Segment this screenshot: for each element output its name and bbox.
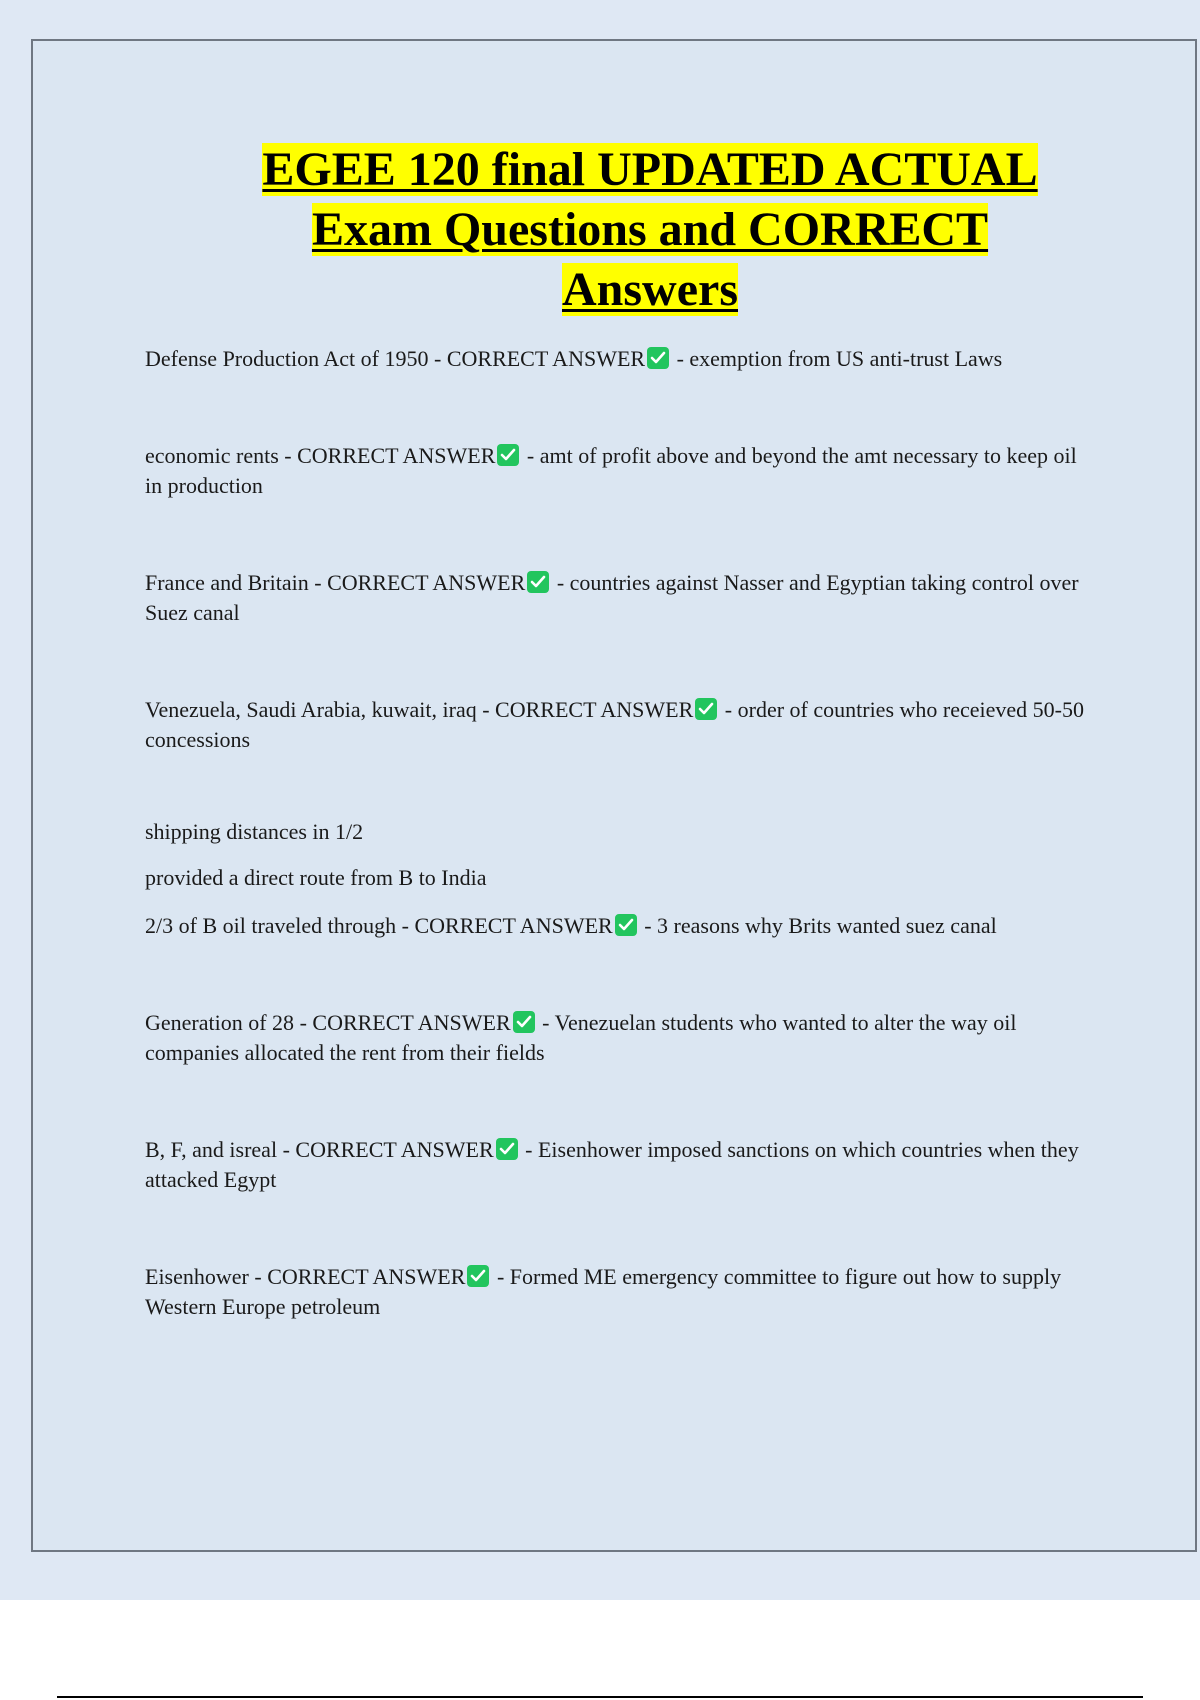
correct-answer-marker: CORRECT ANSWER bbox=[267, 1264, 466, 1289]
qa-term-line: 2/3 of B oil traveled through bbox=[145, 913, 397, 938]
qa-answer: Formed ME emergency committee to figure out how to supply Western Europe petroleum bbox=[145, 1264, 1062, 1319]
separator: - bbox=[294, 1010, 313, 1035]
check-box-icon bbox=[467, 1265, 489, 1287]
title-line-2: Exam Questions and CORRECT bbox=[311, 203, 989, 256]
correct-answer-marker: CORRECT ANSWER bbox=[446, 346, 646, 371]
qa-answer: amt of profit above and beyond the amt necessary to keep oil in production bbox=[145, 443, 1077, 498]
qa-term-line: provided a direct route from B to India bbox=[145, 865, 487, 890]
footer-rule bbox=[57, 1696, 1143, 1698]
qa-term: Defense Production Act of 1950 bbox=[145, 346, 429, 371]
separator: - bbox=[719, 697, 738, 722]
qa-term: Eisenhower bbox=[145, 1264, 249, 1289]
check-box-icon bbox=[695, 698, 717, 720]
separator: - bbox=[248, 1264, 268, 1289]
separator: - bbox=[277, 1137, 296, 1162]
qa-item bbox=[145, 568, 1095, 628]
qa-answer: 3 reasons why Brits wanted suez canal bbox=[657, 913, 997, 938]
qa-term: Generation of 28 bbox=[145, 1010, 295, 1035]
qa-term: economic rents bbox=[145, 443, 279, 468]
check-box-icon bbox=[513, 1011, 535, 1033]
qa-item bbox=[145, 441, 1095, 501]
check-box-icon bbox=[496, 1138, 518, 1160]
qa-item bbox=[145, 344, 1095, 374]
title-line-1: EGEE 120 final UPDATED ACTUAL bbox=[262, 143, 1038, 196]
qa-answer: Venezuelan students who wanted to alter the way oil companies allocated the rent from their fields bbox=[145, 1010, 1017, 1065]
separator: - bbox=[491, 1264, 510, 1289]
qa-term: B, F, and isreal bbox=[145, 1137, 278, 1162]
qa-answer: exemption from US anti-trust Laws bbox=[689, 346, 1003, 371]
qa-item bbox=[145, 817, 1095, 941]
separator: - bbox=[521, 443, 540, 468]
qa-answer: order of countries who receieved 50-50 concessions bbox=[145, 697, 1084, 752]
correct-answer-marker: CORRECT ANSWER bbox=[327, 570, 526, 595]
separator: - bbox=[551, 570, 570, 595]
separator: - bbox=[671, 346, 690, 371]
qa-answer: countries against Nasser and Egyptian taking control over Suez canal bbox=[145, 570, 1079, 625]
check-box-icon bbox=[647, 347, 669, 369]
separator: - bbox=[428, 346, 447, 371]
separator: - bbox=[519, 1137, 538, 1162]
qa-term-line: shipping distances in 1/2 bbox=[145, 819, 364, 844]
correct-answer-marker: CORRECT ANSWER bbox=[295, 1137, 494, 1162]
separator: - bbox=[308, 570, 328, 595]
title-line-3: Answers bbox=[562, 263, 738, 316]
document-title bbox=[150, 140, 1150, 320]
qa-term: Venezuela, Saudi Arabia, kuwait, iraq bbox=[145, 697, 477, 722]
qa-term: France and Britain bbox=[145, 570, 309, 595]
qa-item bbox=[145, 1135, 1095, 1195]
check-box-icon bbox=[615, 914, 637, 936]
qa-answer: Eisenhower imposed sanctions on which countries when they attacked Egypt bbox=[145, 1137, 1079, 1192]
qa-item bbox=[145, 1008, 1095, 1068]
separator: - bbox=[396, 913, 415, 938]
check-box-icon bbox=[527, 571, 549, 593]
qa-item bbox=[145, 1262, 1095, 1322]
qa-item bbox=[145, 695, 1095, 755]
correct-answer-marker: CORRECT ANSWER bbox=[312, 1010, 511, 1035]
separator: - bbox=[638, 913, 658, 938]
separator: - bbox=[536, 1010, 555, 1035]
separator: - bbox=[476, 697, 496, 722]
correct-answer-marker: CORRECT ANSWER bbox=[414, 913, 613, 938]
correct-answer-marker: CORRECT ANSWER bbox=[495, 697, 694, 722]
qa-list bbox=[145, 344, 1095, 1322]
check-box-icon bbox=[497, 444, 519, 466]
separator: - bbox=[278, 443, 298, 468]
correct-answer-marker: CORRECT ANSWER bbox=[297, 443, 496, 468]
